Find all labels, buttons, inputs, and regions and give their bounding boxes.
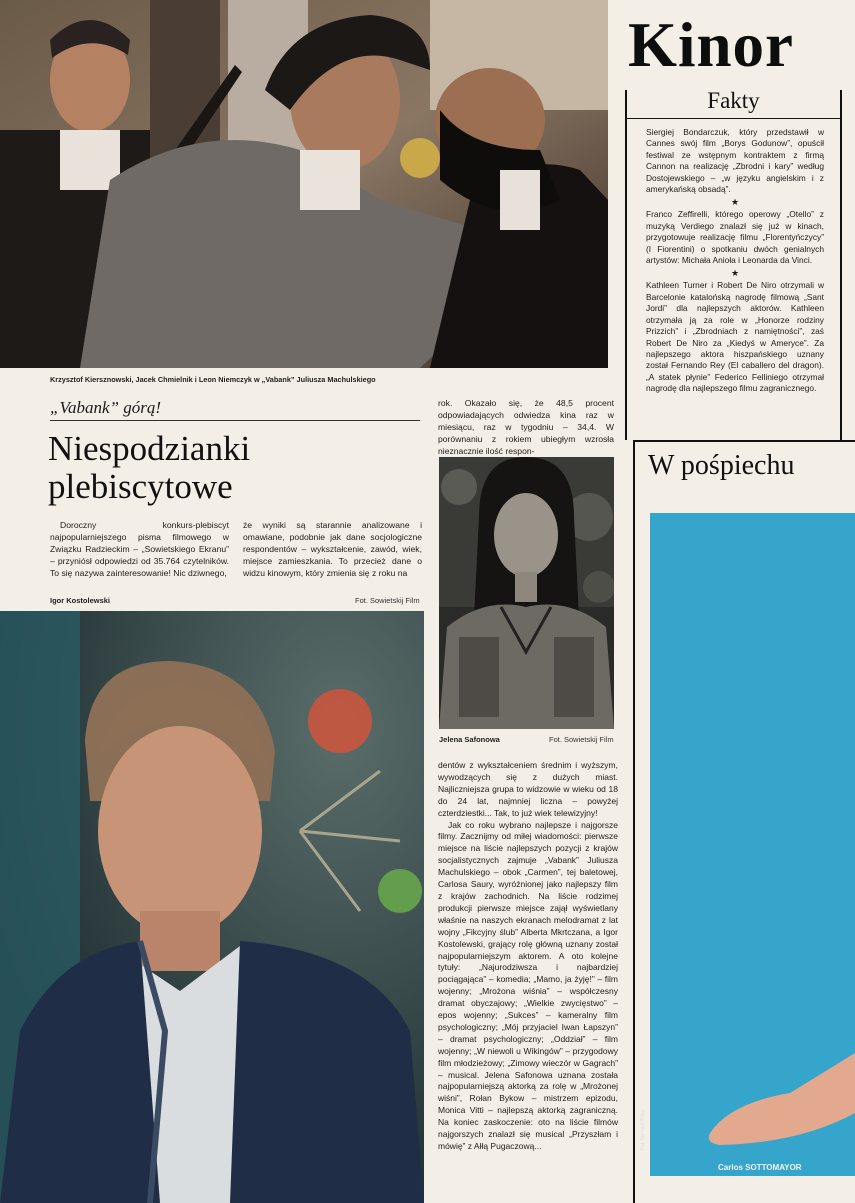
headline-line-1: Niespodzianki <box>48 429 251 468</box>
igor-photo-caption: Igor Kostolewski <box>50 596 111 605</box>
facts-list <box>646 127 824 395</box>
fact-3: Kathleen Turner i Robert De Niro otrzymali w Barcelonie katalońską nagrodę filmową „Sant Jordi” dla najlepszych aktorów. Kathleen otrzymała ją za role w „Honorze rodziny Prizzich” i „Zbrodniach z namiętności”, zaś Robert De Niro za „Kiedyś w Ameryce”. Za najlepszego aktora hiszpańskiego uznany został Fernando Rey (El caballero del dragon). „A statek płynie” Federico Felliniego otrzymał nagrodę dla najlepszego filmu zagranicznego. <box>646 280 824 394</box>
blue-photo-credit-vertical: Fot. Bernard Bilau <box>640 1109 646 1150</box>
article-col-4 <box>438 760 618 1153</box>
article-kicker: „Vabank” górą! <box>50 398 161 417</box>
fact-2: Franco Zeffirelli, którego operowy „Otello” z muzyką Verdiego znalazł się już w kinach, przygotowuje realizację filmu „Florentyńczycy” (I Fiorentini) o spotkaniu dwóch genialnych artystów: Michała Anioła i Leonarda da Vinci. <box>646 209 824 266</box>
hurry-top-rule <box>633 440 855 442</box>
top-photo-caption: Krzysztof Kiersznowski, Jacek Chmielnik i Leon Niemczyk w „Vabank” Juliusza Machulskiego <box>50 375 376 384</box>
hurry-title: W pośpiechu <box>648 450 795 481</box>
blue-photo-credit: Carlos SOTTOMAYOR <box>718 1163 802 1172</box>
fakty-title: Fakty <box>707 88 760 113</box>
article-headline <box>48 430 250 506</box>
igor-photo <box>0 611 424 1203</box>
article-col-2-text: że wyniki są starannie analizowane i omawiane, podobnie jak dane socjologiczne respondentów – wykształcenie, zawód, wiek, miejsce zamieszkania. To przecież dane o widzu kinowym, który zmienia się z roku na <box>243 520 422 578</box>
masthead-title: Kinor <box>628 10 795 80</box>
star-divider-icon: ★ <box>730 197 740 208</box>
article-col-1 <box>50 519 229 579</box>
top-photo-vabank <box>0 0 608 368</box>
jelena-photo-credit: Fot. Sowietskij Film <box>549 735 614 744</box>
fakty-underline <box>627 118 840 119</box>
article-col-3 <box>438 397 614 457</box>
jelena-photo <box>439 457 614 729</box>
article-col-2 <box>243 519 422 579</box>
sidebar-right-border <box>840 90 842 440</box>
blue-photo <box>650 513 855 1176</box>
igor-photo-credit: Fot. Sowietskij Film <box>355 596 420 605</box>
article-col-1-text: Doroczny konkurs-plebiscyt najpopularniejszego pisma filmowego w Związku Radzieckim – „Sowietskiego Ekranu” – przyniósł odpowiedzi od 35.764 czytelników. To się nazywa zainteresowanie! Nic dziwnego, <box>50 520 229 578</box>
hurry-left-rule <box>633 440 635 1203</box>
article-col-4-para-1: dentów z wykształceniem średnim i wyższym, wywodzących się z dużych miast. Najliczniejsza grupa to widzowie w wieku od 18 do 24 lat, najmniej liczna – powyżej czterdziestki... Tak, to już wiek telewizyjny! <box>438 760 618 818</box>
kicker-underline <box>50 420 420 421</box>
article-col-4-para-2: Jak co roku wybrano najlepsze i najgorsze filmy. Zacznijmy od miłej wiadomości: pierwsze miejsce na liście najlepszych pozycji z krajów socjalistycznych zajmuje „Vabank” Juliusza Machulskiego – obok „Carmen”, tej baletowej, Carlosa Saury, wyróżnionej jako najlepszy film z krajów zachodnich. Na liście rodzimej produkcji pierwsze miejsce zajął wyświetlany właśnie na naszych ekranach melodramat z lat wojny „Fikcyjny ślub” Alberta Mkrtczana, a Igor Kostolewski, grający rolę główną uznany został najpopularniejszym aktorem. A oto kolejne tytuły: „Najurodziwsza i najbardziej pociągająca” – komedia; „Mamo, ja żyję!” – film wojenny; „Mrożona wiśnia” – współczesny dramat obyczajowy; „Wielkie zwycięstwo” – epos wojenny; „Sukces” – kameralny film psychologiczny; „Mój przyjaciel Iwan Łapszyn” – dramat psychologiczny; „Oddział” – film wojenny; „W niewoli u Wikingów” – przygodowy film młodzieżowy; „Zimowy wieczór w Gagrach” – musical. Jelena Safonowa uznana została najpopularniejszą aktorką za rolę w „Mrożonej wiśni”, Rołan Bykow – mistrzem epizodu, Monica Vitti – najlepszą aktorką zagraniczną. Na koniec zaskoczenie: oto na liście filmów najgorszych znalazł się musical „Przyszłam i mówię” z Ałłą Pugaczową... <box>438 819 618 1151</box>
jelena-photo-caption: Jelena Safonowa <box>439 735 500 744</box>
article-col-3-text: rok. Okazało się, że 48,5 procent odpowiadających odwiedza kina raz w miesiącu, raz w tygodniu – 34,4. W porównaniu z rokiem ubiegłym wzrosła nieznacznie ilość respon- <box>438 398 614 456</box>
fact-1: Siergiej Bondarczuk, który przedstawił w Cannes swój film „Borys Godunow”, opuścił festiwal ze wstępnym kontraktem z firmą Cannon na realizację „Zbrodni i kary” według Dostojewskiego – „w języku angielskim i z amerykańską obsadą”. <box>646 127 824 195</box>
star-divider-icon: ★ <box>730 268 740 279</box>
headline-line-2: plebiscytowe <box>48 467 233 506</box>
sidebar-left-border <box>625 90 627 440</box>
